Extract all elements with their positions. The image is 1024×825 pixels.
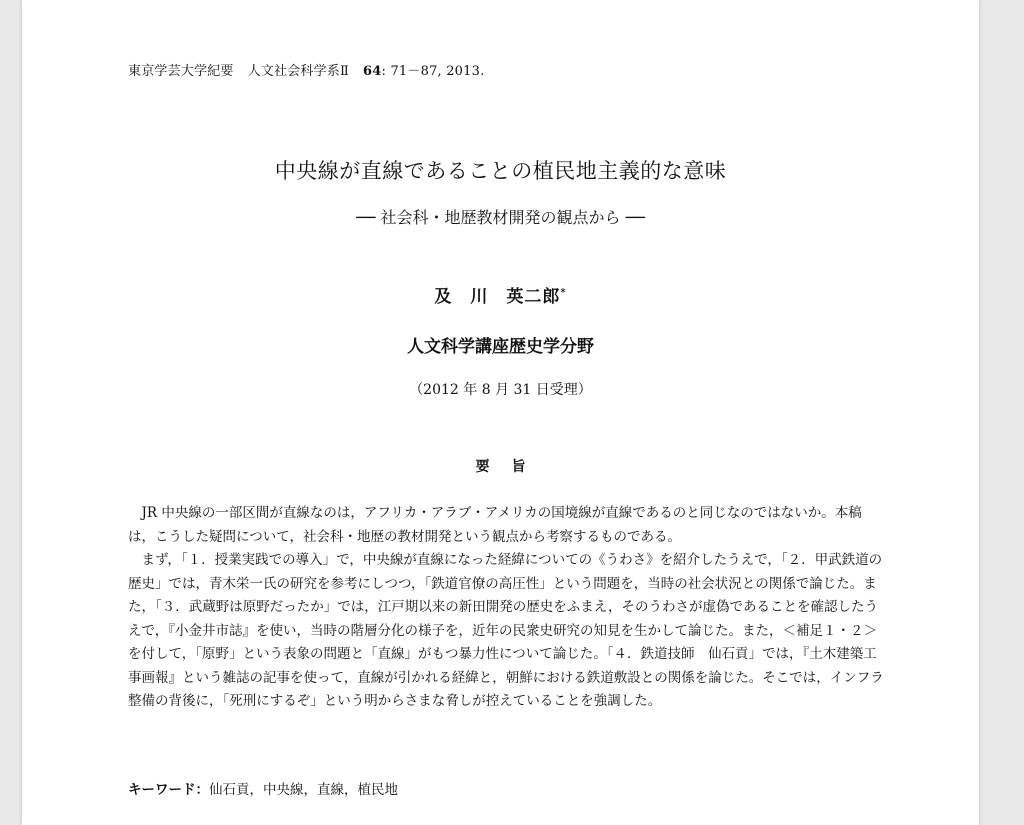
journal-citation	[128, 60, 484, 79]
journal-name: 東京学芸大学紀要	[128, 64, 234, 79]
paper-title: 中央線が直線であることの植民地主義的な意味	[274, 159, 727, 183]
author-footnote-mark: *	[560, 287, 567, 299]
journal-series: 人文社会科学系Ⅱ	[247, 64, 350, 79]
affiliation: 人文科学講座歴史学分野	[407, 337, 594, 357]
author-name: 及 川 英二郎	[434, 287, 561, 307]
keywords-label: キーワード：	[128, 782, 209, 798]
abstract-paragraph: まず，「１．授業実践での導入」で，中央線が直線になった経緯についての《うわさ》を紹介したうえで，「２．甲武鉄道の歴史」では，青木栄一氏の研究を参考にしつつ，「鉄道官僚の高圧性」という問題を，当時の社会状況との関係で論じた。また，「３．武蔵野は原野だったか」では，江戸期以来の新田開発の歴史をふまえ，そのうわさが虚偽であることを確認したうえで，『小金井市誌』を使い，当時の階層分化の様子を，近年の民衆史研究の知見を生かして論じた。また，＜補足１・２＞を付して，「原野」という表象の問題と「直線」がもつ暴力性について論じた。「４．鉄道技師 仙石貢」では，『土木建築工事画報』という雑誌の記事を使って，直線が引かれる経緯と，朝鮮における鉄道敷設との関係を論じた。そこでは，インフラ整備の背後に，「死刑にするぞ」という明からさまな脅しが控えていることを強調した。	[128, 552, 884, 709]
abstract-body	[128, 502, 888, 714]
author	[22, 282, 979, 307]
journal-pages-year: : 71－87, 2013.	[381, 64, 485, 79]
keywords-terms: 仙石貢，中央線，直線，植民地	[209, 782, 398, 798]
keywords	[128, 778, 398, 798]
paper-page	[22, 0, 979, 825]
journal-volume: 64	[363, 64, 382, 79]
received-date: （2012 年 8 月 31 日受理）	[409, 382, 592, 398]
paper-subtitle: ── 社会科・地歴教材開発の観点から ──	[356, 208, 645, 227]
abstract-heading: 要旨	[475, 459, 548, 475]
abstract-paragraph: JR 中央線の一部区間が直線なのは，アフリカ・アラブ・アメリカの国境線が直線であるのと同じなのではないか。本稿は，こうした疑問について，社会科・地歴の教材開発という観点から考察するものである。	[128, 505, 862, 545]
